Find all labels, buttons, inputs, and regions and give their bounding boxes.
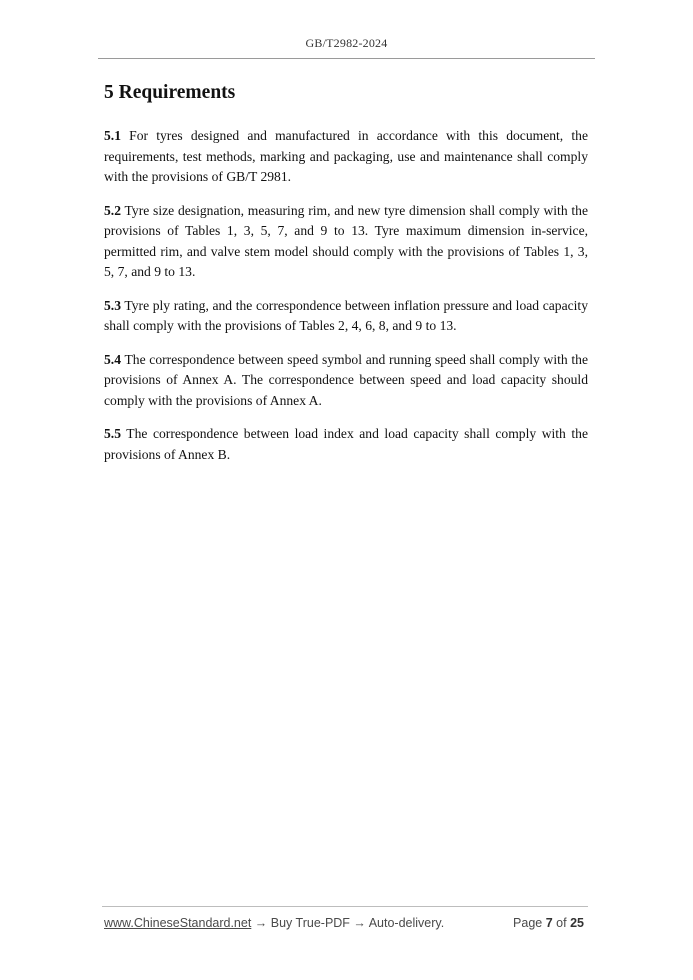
page-header — [98, 36, 595, 51]
page-footer — [104, 916, 584, 930]
page-of: of — [556, 916, 567, 930]
page-content — [104, 80, 588, 478]
page-label: Page — [513, 916, 543, 930]
clause-5-3 — [104, 296, 588, 337]
clause-5-5 — [104, 424, 588, 465]
clause-text: The correspondence between speed symbol and running speed shall comply with the provisions of Annex A. The correspondence between speed and load capacity should comply with the provisions of Annex A. — [104, 351, 589, 408]
header-divider — [98, 58, 595, 59]
page-indicator — [513, 916, 584, 930]
clause-text: Tyre ply rating, and the correspondence between inflation pressure and load capacity shall comply with the provisions of Tables 2, 4, 6, 8, and 9 to 13. — [104, 297, 588, 333]
clause-number: 5.3 — [104, 297, 121, 313]
website-link[interactable]: www.ChineseStandard.net — [104, 916, 252, 930]
clause-5-4 — [104, 350, 588, 412]
document-code: GB/T2982-2024 — [305, 36, 388, 50]
clause-number: 5.2 — [104, 202, 121, 218]
section-title: 5 Requirements — [104, 82, 236, 103]
clause-5-2 — [104, 201, 588, 283]
promo-text: → Buy True-PDF → Auto-delivery. — [251, 916, 445, 930]
clause-number: 5.4 — [104, 351, 121, 367]
footer-promo — [104, 916, 444, 930]
clause-number: 5.5 — [104, 426, 121, 441]
clause-text: Tyre size designation, measuring rim, and new tyre dimension shall comply with the provisions of Tables 1, 3, 5, 7, and 9 to 13. Tyre maximum dimension in-service, permitted rim, and valve stem model should comply with the provisions of Tables 1, 3, 5, 7, and 9 to 13. — [104, 202, 589, 279]
clause-number: 5.1 — [104, 128, 121, 143]
clause-text: For tyres designed and manufactured in accordance with this document, the requirements, test methods, marking and packaging, use and maintenance shall comply with the provisions of GB/T 2981. — [104, 128, 588, 184]
clause-5-1 — [104, 126, 588, 188]
footer-divider — [102, 906, 588, 907]
page-current: 7 — [545, 916, 553, 930]
clause-text: The correspondence between load index and load capacity shall comply with the provisions of Annex B. — [104, 426, 588, 462]
page-total: 25 — [570, 916, 584, 930]
